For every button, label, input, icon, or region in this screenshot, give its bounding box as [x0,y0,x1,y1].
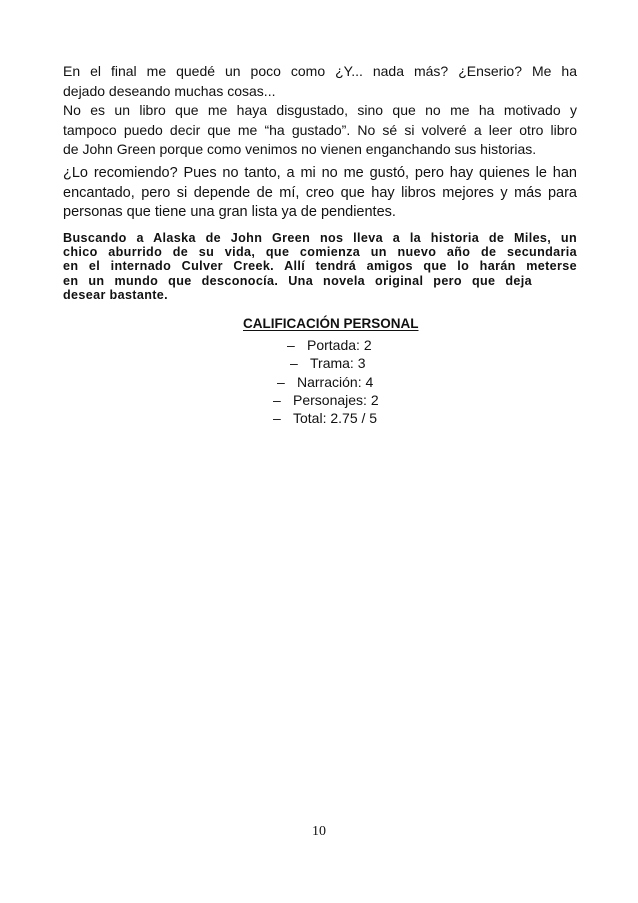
rating-heading: CALIFICACIÓN PERSONAL [243,316,419,331]
text-line: En el final me quedé un poco como ¿Y... nada más? ¿Enserio? Me ha [63,63,577,79]
rating-item-narracion [277,373,373,391]
rating-item-text: Total: 2.75 / 5 [293,410,378,426]
text-line: encantado, pero si depende de mí, creo que hay libros mejores y más para [63,184,577,201]
rating-item-total [273,409,377,427]
recommendation-paragraph [63,164,577,223]
page-number: 10 [312,824,326,839]
dash-bullet: – [290,355,298,371]
text-line: tampoco puedo decir que me “ha gustado”. No sé si volveré a leer otro libro [63,121,577,138]
dash-bullet: – [273,392,281,408]
rating-item-text: Portada: 2 [307,337,372,353]
text-line: en el internado Culver Creek. Allí tendrá amigos que lo harán meterse [63,259,577,274]
text-line: personas que tiene una gran lista ya de pendientes. [63,204,396,220]
text-line: en un mundo que desconocía. Una novela original pero que deja [63,273,532,288]
rating-item-text: Narración: 4 [297,374,374,390]
dash-bullet: – [287,337,295,353]
text-line: No es un libro que me haya disgustado, sino que no me ha motivado y [63,102,577,118]
text-line: de John Green porque como venimos no vienen enganchando sus historias. [63,141,537,157]
dash-bullet: – [273,410,281,426]
closing-thoughts-paragraph [63,62,577,160]
book-summary-paragraph [63,231,577,302]
rating-item-personajes [273,391,379,409]
text-line: Buscando a Alaska de John Green nos lleva a la historia de Miles, un [63,231,577,245]
rating-item-trama [290,354,366,372]
rating-item-portada [287,336,372,354]
text-line: chico aburrido de su vida, que comienza un nuevo año de secundaria [63,245,577,260]
dash-bullet: – [277,374,285,390]
text-line: dejado deseando muchas cosas... [63,82,276,99]
rating-item-text: Trama: 3 [310,355,366,371]
text-line: desear bastante. [63,287,168,302]
rating-item-text: Personajes: 2 [293,392,379,408]
text-line: ¿Lo recomiendo? Pues no tanto, a mi no me gustó, pero hay quienes le han [63,165,577,181]
